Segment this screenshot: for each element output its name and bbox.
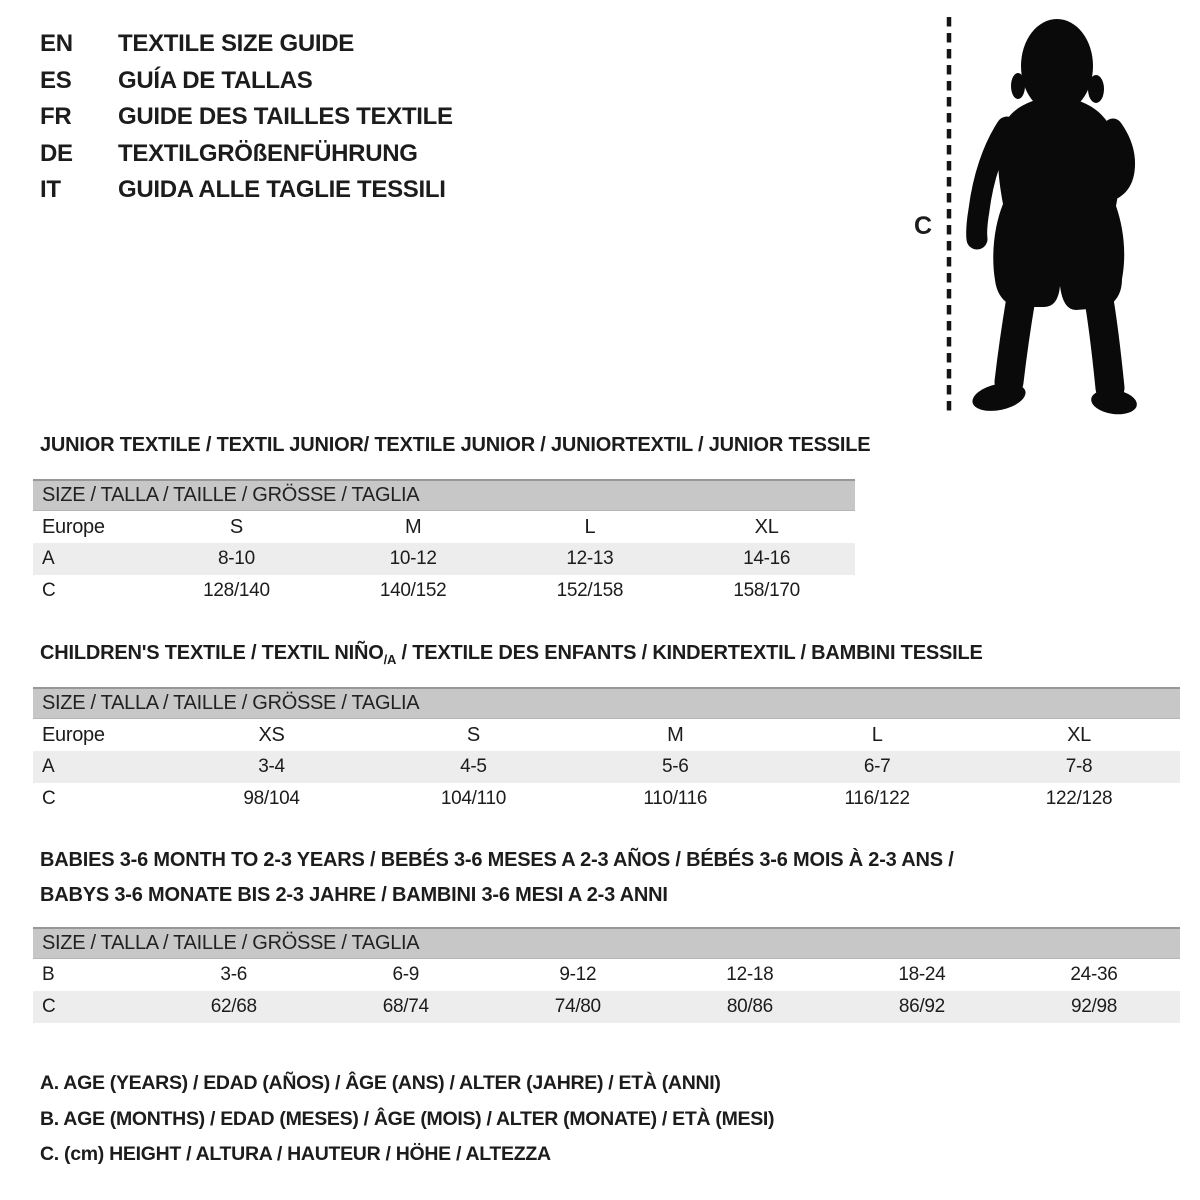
table-row xyxy=(33,991,1180,1023)
row-label: A xyxy=(42,756,55,777)
row-label: Europe xyxy=(42,515,105,538)
value-cell: 86/92 xyxy=(898,996,945,1017)
size-cell: M xyxy=(404,515,422,538)
value-cell: 6-7 xyxy=(863,756,891,777)
table-row xyxy=(33,543,855,575)
row-label: C xyxy=(42,788,56,809)
size-header-bar: SIZE / TALLA / TAILLE / GRÖSSE / TAGLIA xyxy=(33,687,1180,719)
value-cell: 122/128 xyxy=(1045,788,1113,809)
children-size-table xyxy=(33,687,1180,815)
row-label: Europe xyxy=(42,723,105,746)
language-code: FR xyxy=(40,103,72,131)
language-row xyxy=(40,136,453,173)
value-cell: 12-13 xyxy=(566,548,614,569)
value-cell: 104/110 xyxy=(440,788,506,809)
babies-title-line1: BABIES 3-6 MONTH TO 2-3 YEARS / BEBÉS 3-6 MESES A 2-3 AÑOS / BÉBÉS 3-6 MOIS À 2-3 ANS / xyxy=(40,849,954,871)
language-row xyxy=(40,63,453,100)
value-cell: 110/116 xyxy=(643,788,708,809)
row-label: B xyxy=(42,964,55,985)
language-title: GUIDA ALLE TAGLIE TESSILI xyxy=(118,176,446,204)
value-cell: 14-16 xyxy=(743,548,791,569)
row-label: C xyxy=(42,996,56,1017)
size-header-bar: SIZE / TALLA / TAILLE / GRÖSSE / TAGLIA xyxy=(33,927,1180,959)
children-table xyxy=(33,719,1180,815)
baby-silhouette-icon xyxy=(962,14,1146,422)
value-cell: 4-5 xyxy=(460,756,487,777)
babies-table xyxy=(33,959,1180,1023)
value-cell: 140/152 xyxy=(379,580,447,601)
size-header-bar: SIZE / TALLA / TAILLE / GRÖSSE / TAGLIA xyxy=(33,479,855,511)
value-cell: 5-6 xyxy=(661,756,689,777)
language-title: GUIDE DES TAILLES TEXTILE xyxy=(118,103,453,131)
value-cell: 12-18 xyxy=(726,964,774,985)
language-code: DE xyxy=(40,139,73,167)
language-code: EN xyxy=(40,30,73,58)
value-cell: 80/86 xyxy=(726,996,773,1017)
size-cell: XL xyxy=(754,515,779,538)
language-code: ES xyxy=(40,66,72,94)
table-row xyxy=(33,783,1180,815)
table-row xyxy=(33,751,1180,783)
value-cell: 3-4 xyxy=(258,756,285,777)
size-cell: L xyxy=(871,723,883,746)
language-row xyxy=(40,26,453,63)
value-cell: 152/158 xyxy=(556,580,624,601)
children-title-suffix: / TEXTILE DES ENFANTS / KINDERTEXTIL / BAMBINI TESSILE xyxy=(396,642,983,664)
junior-section-title: JUNIOR TEXTILE / TEXTIL JUNIOR/ TEXTILE JUNIOR / JUNIORTEXTIL / JUNIOR TESSILE xyxy=(40,434,871,456)
junior-size-table xyxy=(33,479,855,607)
size-cell: S xyxy=(229,515,243,538)
children-title-subscript: /A xyxy=(383,652,397,667)
size-cell: L xyxy=(584,515,596,538)
legend xyxy=(40,1066,774,1173)
value-cell: 98/104 xyxy=(243,788,300,809)
legend-line-b: B. AGE (MONTHS) / EDAD (MESES) / ÂGE (MOIS) / ALTER (MONATE) / ETÀ (MESI) xyxy=(40,1107,775,1130)
legend-line-a: A. AGE (YEARS) / EDAD (AÑOS) / ÂGE (ANS) / ALTER (JAHRE) / ETÀ (ANNI) xyxy=(40,1072,721,1094)
value-cell: 62/68 xyxy=(210,996,257,1017)
value-cell: 18-24 xyxy=(898,964,946,985)
language-code: IT xyxy=(40,176,61,204)
value-cell: 74/80 xyxy=(554,996,601,1017)
language-row xyxy=(40,99,453,136)
table-row xyxy=(33,959,1180,991)
language-title: GUÍA DE TALLAS xyxy=(118,66,313,94)
value-cell: 7-8 xyxy=(1065,756,1093,777)
value-cell: 68/74 xyxy=(382,996,429,1017)
babies-size-table xyxy=(33,927,1180,1023)
language-row xyxy=(40,172,453,209)
row-label: C xyxy=(42,580,56,601)
language-title-list xyxy=(40,26,453,209)
table-row xyxy=(33,511,855,543)
height-line-label: C xyxy=(914,212,932,240)
value-cell: 3-6 xyxy=(220,964,247,985)
junior-table xyxy=(33,511,855,607)
language-title: TEXTILE SIZE GUIDE xyxy=(118,30,354,58)
babies-section-title xyxy=(40,843,954,913)
size-cell: S xyxy=(466,723,480,746)
table-row xyxy=(33,719,1180,751)
value-cell: 9-12 xyxy=(559,964,597,985)
babies-title-line2: BABYS 3-6 MONATE BIS 2-3 JAHRE / BAMBINI 3-6 MESI A 2-3 ANNI xyxy=(40,884,668,906)
legend-line-c: C. (cm) HEIGHT / ALTURA / HAUTEUR / HÖHE / ALTEZZA xyxy=(40,1143,551,1165)
value-cell: 92/98 xyxy=(1070,996,1117,1017)
row-label: A xyxy=(42,548,55,569)
children-section-title xyxy=(40,642,983,667)
value-cell: 6-9 xyxy=(392,964,420,985)
children-title-prefix: CHILDREN'S TEXTILE / TEXTIL NIÑO xyxy=(40,642,384,664)
value-cell: 8-10 xyxy=(218,548,255,569)
value-cell: 116/122 xyxy=(844,788,910,809)
height-dashed-line-icon xyxy=(942,14,956,420)
size-cell: XS xyxy=(258,723,285,746)
value-cell: 10-12 xyxy=(389,548,437,569)
language-title: TEXTILGRÖßENFÜHRUNG xyxy=(118,139,418,167)
table-row xyxy=(33,575,855,607)
value-cell: 128/140 xyxy=(203,580,270,601)
size-cell: XL xyxy=(1067,723,1091,746)
value-cell: 24-36 xyxy=(1070,964,1118,985)
value-cell: 158/170 xyxy=(733,580,800,601)
size-cell: M xyxy=(667,723,684,746)
